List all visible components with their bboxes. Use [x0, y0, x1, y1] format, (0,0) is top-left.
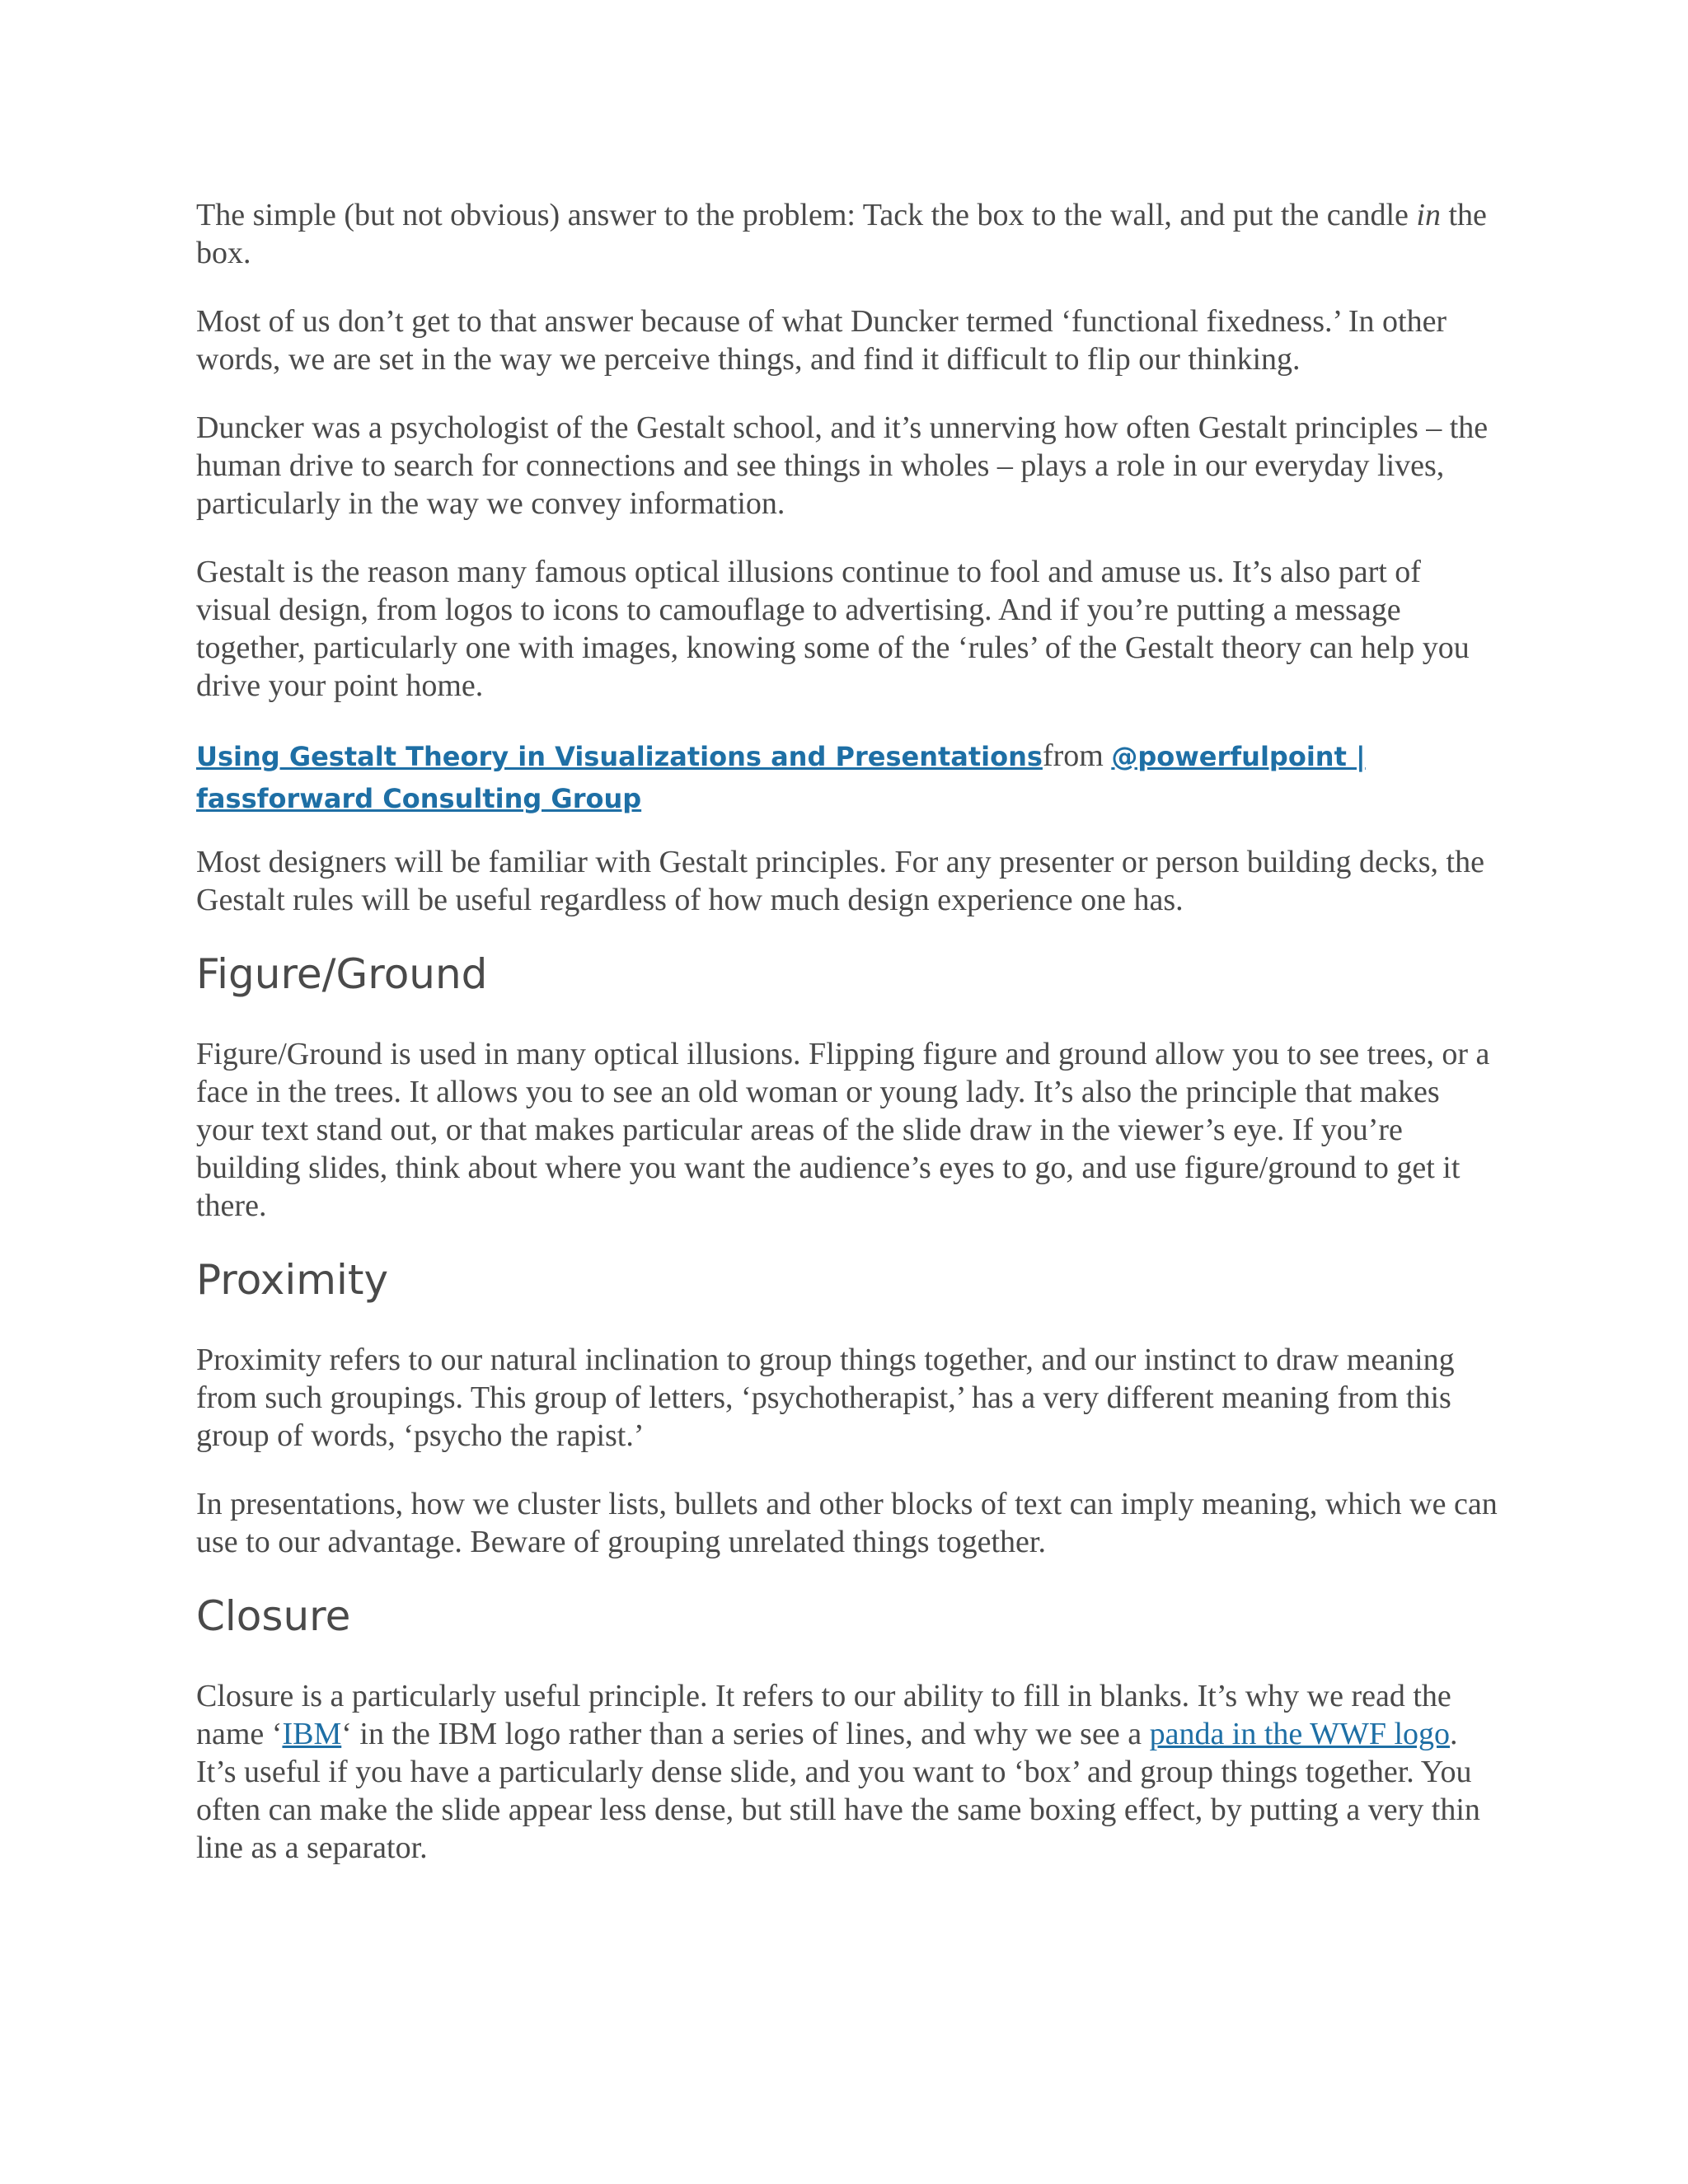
answer-text: The simple (but not obvious) answer to the problem: Tack the box to the wall, and put the candle	[196, 198, 1417, 232]
document-page	[196, 196, 1498, 1897]
proximity-heading: Proximity	[196, 1256, 389, 1304]
closure-text-b: ‘ in the IBM logo rather than a series of lines, and why we see a	[341, 1717, 1150, 1751]
answer-emphasis: in	[1416, 198, 1441, 232]
from-label: from	[1042, 738, 1112, 773]
figure-ground-paragraph: Figure/Ground is used in many optical illusions. Flipping figure and ground allow you to see trees, or a face in the trees. It allows you to see an old woman or young lady. It’s also the principle that makes your text stand out, or that makes particular areas of the slide draw in the viewer’s eye. If you’re building slides, think about where you want the audience’s eyes to go, and use figure/ground to get it there.	[196, 1037, 1490, 1223]
ibm-link[interactable]: IBM	[282, 1717, 342, 1751]
designers-paragraph: Most designers will be familiar with Gestalt principles. For any presenter or person building decks, the Gestalt rules will be useful regardless of how much design experience one has.	[196, 845, 1484, 917]
figure-ground-heading: Figure/Ground	[196, 950, 488, 998]
answer-paragraph	[196, 196, 1498, 272]
closure-paragraph	[196, 1677, 1498, 1867]
closure-heading: Closure	[196, 1592, 351, 1640]
panda-wwf-link[interactable]: panda in the WWF logo	[1149, 1717, 1451, 1751]
fixedness-paragraph: Most of us don’t get to that answer because of what Duncker termed ‘functional fixedness.’ In other words, we are set in the way we perceive things, and find it difficult to flip our thinking.	[196, 304, 1447, 377]
proximity-paragraph-1: Proximity refers to our natural inclination to group things together, and our instinct to draw meaning from such groupings. This group of letters, ‘psychotherapist,’ has a very different meaning from this group of words, ‘psycho the rapist.’	[196, 1343, 1455, 1453]
gestalt-paragraph: Gestalt is the reason many famous optical illusions continue to fool and amuse us. It’s also part of visual design, from logos to icons to camouflage to advertising. And if you’re putting a message together, particularly one with images, knowing some of the ‘rules’ of the Gestalt theory can help you drive your point home.	[196, 555, 1470, 703]
presentation-title-link[interactable]: Using Gestalt Theory in Visualizations and Presentations	[196, 741, 1043, 772]
embed-attribution	[196, 735, 1498, 820]
closure-text-a: Closure is a particularly useful principle. It refers to our ability to fill in blanks. It’s why we read the name ‘	[196, 1679, 1451, 1751]
author-link[interactable]: @powerfulpoint | fassforward Consulting Group	[196, 741, 1366, 814]
duncker-paragraph: Duncker was a psychologist of the Gestalt school, and it’s unnerving how often Gestalt principles – the human drive to search for connections and see things in wholes – plays a role in our everyday lives, particularly in the way we convey information.	[196, 410, 1489, 521]
closure-text-c: . It’s useful if you have a particularly dense slide, and you want to ‘box’ and group things together. You often can make the slide appear less dense, but still have the same boxing effect, by putting a very thin line as a separator.	[196, 1717, 1480, 1865]
answer-text-end: the box.	[196, 198, 1487, 270]
proximity-paragraph-2: In presentations, how we cluster lists, bullets and other blocks of text can imply meaning, which we can use to our advantage. Beware of grouping unrelated things together.	[196, 1487, 1498, 1559]
